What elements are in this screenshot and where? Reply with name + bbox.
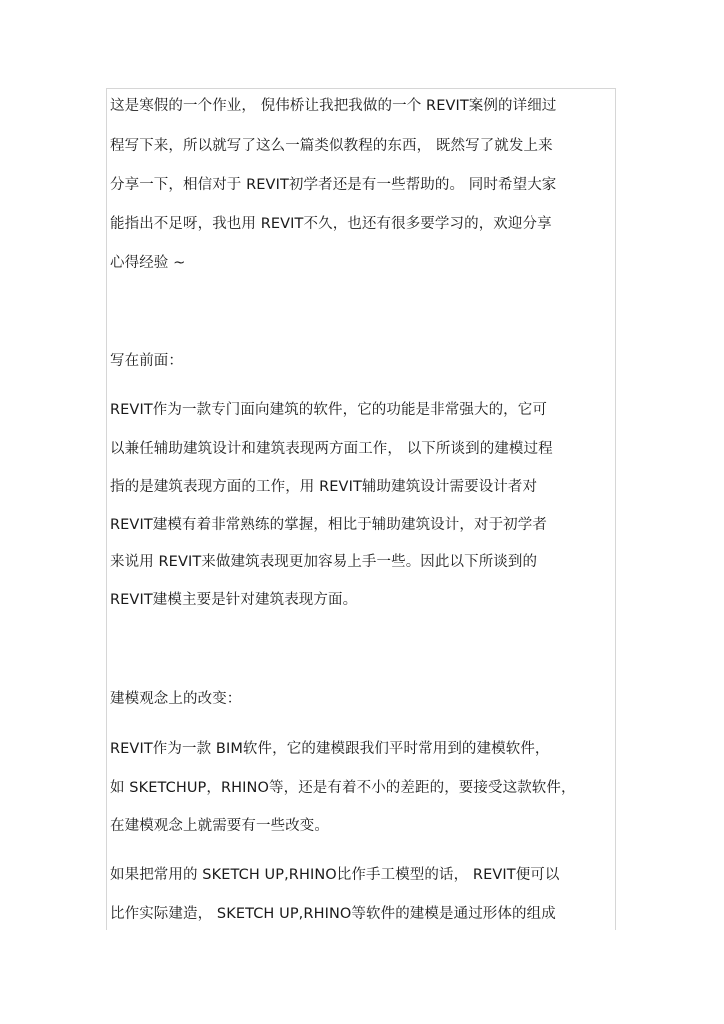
page-frame-top-border xyxy=(106,88,616,89)
page-frame-right-border xyxy=(615,88,616,930)
intro-line: 心得经验 ~ xyxy=(110,255,186,271)
section-heading-preface: 写在前面： xyxy=(110,353,183,369)
intro-line: 能指出不足呀，我也用 REVIT不久，也还有很多要学习的，欢迎分享 xyxy=(110,216,552,232)
section2-line: 如 SKETCHUP，RHINO等，还是有着不小的差距的，要接受这款软件， xyxy=(110,780,576,796)
section-heading-modeling-concept: 建模观念上的改变： xyxy=(110,691,242,707)
intro-line: 分享一下，相信对于 REVIT初学者还是有一些帮助的。 同时希望大家 xyxy=(110,177,557,193)
section1-line: 以兼任辅助建筑设计和建筑表现两方面工作， 以下所谈到的建模过程 xyxy=(110,441,553,457)
page-frame-left-border xyxy=(106,88,107,930)
section1-line: REVIT建模有着非常熟练的掌握，相比于辅助建筑设计，对于初学者 xyxy=(110,517,547,533)
section2-line: 如果把常用的 SKETCH UP,RHINO比作手工模型的话， REVIT便可以 xyxy=(110,867,560,883)
intro-line: 这是寒假的一个作业， 倪伟桥让我把我做的一个 REVIT案例的详细过 xyxy=(110,98,557,114)
section1-line: REVIT作为一款专门面向建筑的软件，它的功能是非常强大的，它可 xyxy=(110,402,547,418)
section2-line: 比作实际建造， SKETCH UP,RHINO等软件的建模是通过形体的组成 xyxy=(110,906,556,922)
section1-line: 指的是建筑表现方面的工作，用 REVIT辅助建筑设计需要设计者对 xyxy=(110,479,538,495)
section2-line: REVIT作为一款 BIM软件，它的建模跟我们平时常用到的建模软件， xyxy=(110,741,550,757)
section1-line: REVIT建模主要是针对建筑表现方面。 xyxy=(110,592,358,608)
section2-line: 在建模观念上就需要有一些改变。 xyxy=(110,818,329,834)
section1-line: 来说用 REVIT来做建筑表现更加容易上手一些。因此以下所谈到的 xyxy=(110,554,538,570)
intro-line: 程写下来，所以就写了这么一篇类似教程的东西， 既然写了就发上来 xyxy=(110,138,553,154)
